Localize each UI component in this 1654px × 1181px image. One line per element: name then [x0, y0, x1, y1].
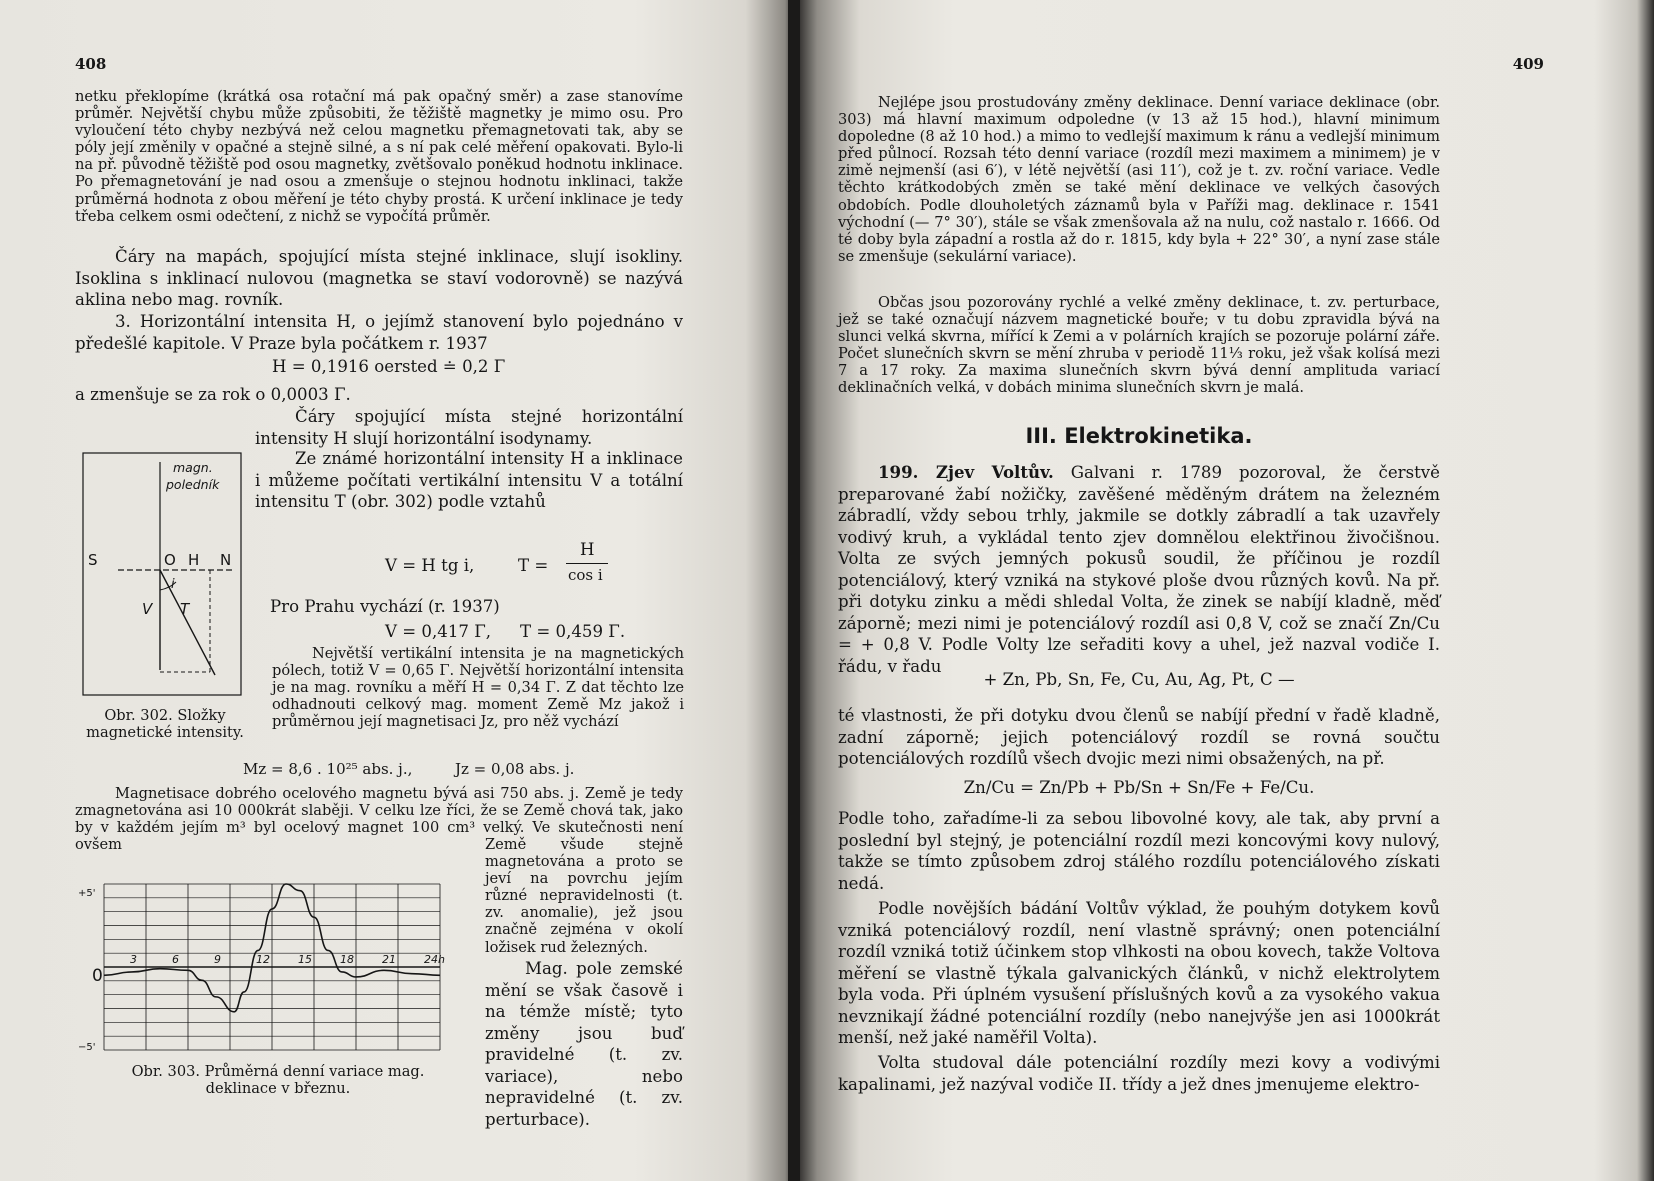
- formula-t-numerator: H: [580, 540, 595, 559]
- right-para-4: té vlastnosti, že při dotyku dvou členů se nabíjí přední v řadě kladně, zadní záporně; jejich potenciálový rozdíl se rovná součtu potenciálových rozdílů všech dvojic mezi nimi obsažených, na př.: [838, 706, 1440, 768]
- left-para-7: Magnetisace dobrého ocelového magnetu bývá asi 750 abs. j. Země je tedy zmagnetována asi 10 000krát slaběji. V celku lze říci, že se Země chová tak, jako by v každém jejím m³ byl ocelový magnet 100 cm³ velký. Ve skutečnosti není ovšem: [75, 785, 683, 854]
- figure-302-caption: Obr. 302. Složky magnetické intensity.: [86, 707, 244, 741]
- right-para-2: Občas jsou pozorovány rychlé a velké změny deklinace, t. zv. perturbace, jež se také označují názvem magnetické bouře; v tu dobu zpravidla bývá na slunci velká skvrna, mířící k Zemi a v polárních krajích se pozoruje polární záře. Počet slunečních skvrn se mění zhruba v periodě 11⅓ roku, jež však kolísá mezi 7 a 17 roky. Za maxima slunečních skvrn bývá denní amplituda variací deklinačních velká, v dobách minima slunečních skvrn je malá.: [838, 294, 1440, 397]
- left-para-2: Čáry na mapách, spojující místa stejné inklinace, slují isokliny. Isoklina s inklinací nulovou (magnetka se staví vodorovně) se nazývá aklina nebo mag. rovník.: [75, 247, 683, 309]
- formula-mz: Mz = 8,6 . 10²⁵ abs. j.,: [243, 760, 413, 778]
- label-poledn: poledník: [166, 477, 220, 492]
- formula-t-lhs: T =: [518, 556, 549, 575]
- left-para-3: 3. Horizontální intensita H, o jejímž stanovení bylo pojednáno v předešlé kapitole. V Praze byla počátkem r. 1937: [75, 312, 683, 353]
- label-n: N: [220, 551, 232, 569]
- right-para-5: Podle toho, zařadíme-li za sebou libovolné kovy, ale tak, aby první a poslední byl stejný, je potenciální rozdíl mezi koncovými kovy nulový, takže se tímto způsobem zdroj stálého rozdílu potenciálového získati nedá.: [838, 809, 1440, 893]
- y-label-bottom: −5': [78, 1042, 96, 1053]
- right-para-6: Podle novějších bádání Voltův výklad, že pouhým dotykem kovů vzniká potenciálový rozdíl, není vlastně správný; onen potenciální rozdíl vzniká totiž účinkem stop vlhkosti na obou kovech, takže Voltova měření se vlastně týkala galvanických článků, v nichž elektrolytem byla voda. Při úplném vysušení příslušných kovů a za vysokého vakua nevznikají žádné potenciální rozdíly (nebo nanejvýše jen asi 1000krát menší, než jaké naměřil Volta).: [838, 899, 1440, 1047]
- y-label-zero: 0: [92, 966, 103, 986]
- left-page: [0, 0, 793, 1181]
- fraction-bar: [566, 563, 608, 564]
- section-number: 199. Zjev Voltův.: [878, 462, 1054, 482]
- right-para-3-text: Galvani r. 1789 pozoroval, že čerstvě preparované žabí nožičky, zavěšené měděným drátem na železném zábradlí, vždy sebou trhly, jakmile se dotkly zábradlí a tak uzavřely vodivý kruh, a vykládal tento zjev domnělou elektřinou živočišnou. Volta ze svých jemných pokusů soudil, že příčinou je rozdíl potenciálový, který vzniká na stykové ploše dvou různých kovů. Na př. při dotyku zinku a mědi shledal Volta, že zinek se nabíjí kladně, měď záporně; mezi nimi je potenciálový rozdíl asi 0,8 V, což se značí Zn/Cu = + 0,8 V. Podle Volty lze seřaditi kovy a uhel, jež nazval vodiče I. řádu, v řadu: [838, 463, 1440, 676]
- formula-t-denominator: cos i: [568, 566, 603, 584]
- label-magn: magn.: [173, 460, 213, 475]
- label-v: V: [142, 600, 153, 618]
- x-tick-label: 15: [298, 953, 312, 966]
- label-h: H: [188, 551, 200, 569]
- x-tick-label: 9: [214, 953, 221, 966]
- formula-v: V = H tg i,: [385, 556, 475, 575]
- label-i: i: [171, 577, 175, 592]
- x-tick-label: 12: [256, 953, 270, 966]
- label-o: O: [164, 551, 176, 569]
- label-t: T: [180, 600, 190, 618]
- x-tick-label: 18: [340, 953, 354, 966]
- formula-prague-t: T = 0,459 Γ.: [520, 622, 626, 641]
- x-tick-label: 6: [172, 953, 179, 966]
- figure-302: [80, 450, 244, 700]
- left-para-1: netku překlopíme (krátká osa rotační má pak opačný směr) a zase stanovíme průměr. Největší chybu může způsobiti, že těžiště magnetky je mimo osu. Pro vyloučení této chyby nezbývá než celou magnetku přemagnetovati tak, aby se póly její změnily v opačné a stejně silné, a s ní pak celé měření opakovati. Bylo-li na př. původně těžiště pod osou magnetky, zvětšovalo poněkud hodnotu inklinace. Po přemagnetování je nad osou a zmenšuje o stejnou hodnotu inklinaci, takže průměrná hodnota z obou měření je této chyby prostá. K určení inklinace je tedy třeba celkem osmi odečtení, z nichž se vypočítá průměr.: [75, 88, 683, 225]
- label-s: S: [88, 551, 98, 569]
- formula-sum: Zn/Cu = Zn/Pb + Pb/Sn + Sn/Fe + Fe/Cu.: [963, 778, 1315, 797]
- figure-303: [78, 874, 473, 1064]
- formula-jz: Jz = 0,08 abs. j.: [455, 760, 575, 778]
- page-number-left: 408: [75, 55, 107, 73]
- left-para-6: Největší vertikální intensita je na magnetických pólech, totiž V = 0,65 Γ. Největší horizontální intensita je na mag. rovníku a měří H = 0,34 Γ. Z dat těchto lze odhadnouti celkový mag. moment Země Mz jakož i průměrnou její magnetisaci Jz, pro něž vychází: [272, 645, 684, 731]
- formula-prague-v: V = 0,417 Γ,: [385, 622, 492, 641]
- section-heading: III. Elektrokinetika.: [1025, 424, 1253, 448]
- x-tick-label: 24h: [424, 953, 445, 966]
- metal-series: + Zn, Pb, Sn, Fe, Cu, Au, Ag, Pt, C —: [983, 670, 1295, 689]
- y-label-top: +5': [78, 888, 96, 899]
- page-number-right: 409: [1512, 55, 1544, 73]
- right-page: [800, 0, 1654, 1181]
- x-tick-label: 3: [130, 953, 137, 966]
- left-para-5: Ze známé horizontální intensity H a inklinace i můžeme počítati vertikální intensitu V a totální intensitu T (obr. 302) podle vztahů: [255, 449, 683, 511]
- formula-h: H = 0,1916 oersted ≐ 0,2 Γ: [272, 357, 506, 376]
- right-para-3: [838, 462, 1440, 677]
- figure-303-caption: Obr. 303. Průměrná denní variace mag. deklinace v březnu.: [131, 1063, 425, 1097]
- left-decrease: a zmenšuje se za rok o 0,0003 Γ.: [75, 385, 351, 404]
- right-para-1: Nejlépe jsou prostudovány změny deklinace. Denní variace deklinace (obr. 303) má hlavní maximum odpoledne (v 13 až 15 hod.), hlavní minimum dopoledne (8 až 10 hod.) a mimo to vedlejší maximum k ránu a vedlejší minimum před půlnocí. Rozsah této denní variace (rozdíl mezi maximem a minimem) je v zimě nejmenší (asi 6′), v létě největší (asi 11′), což je t. zv. roční variace. Vedle těchto krátkodobých změn se také mění deklinace ve velkých časových obdobích. Podle dlouholetých záznamů byla v Paříži mag. deklinace r. 1541 východní (— 7° 30′), stále se však zmenšovala až na nulu, což nastalo r. 1666. Od té doby byla západní a rostla až do r. 1815, kdy byla + 22° 30′, a nyní zase stále se zmenšuje (sekulární variace).: [838, 94, 1440, 265]
- left-para-4: Čáry spojující místa stejné horizontální intensity H slují horizontální isodynamy.: [255, 407, 683, 448]
- x-tick-label: 21: [382, 953, 396, 966]
- left-para-7b: Země všude stejně magnetována a proto se jeví na povrchu jejím různé nepravidelnosti (t. zv. anomalie), jež jsou značně zejména v okolí ložisek rud železných.: [485, 836, 683, 956]
- left-prague: Pro Prahu vychází (r. 1937): [270, 597, 500, 616]
- left-para-8: Mag. pole zemské mění se však časově i na témže místě; tyto změny jsou buď pravidelné (t. zv. variace), nebo nepravidelné (t. zv. perturbace).: [485, 959, 683, 1129]
- right-para-7: Volta studoval dále potenciální rozdíly mezi kovy a vodivými kapalinami, jež nazýval vodiče II. třídy a jež dnes jmenujeme elektro-: [838, 1053, 1440, 1094]
- figure-302-diagram: [80, 450, 244, 700]
- figure-303-chart: [78, 874, 473, 1064]
